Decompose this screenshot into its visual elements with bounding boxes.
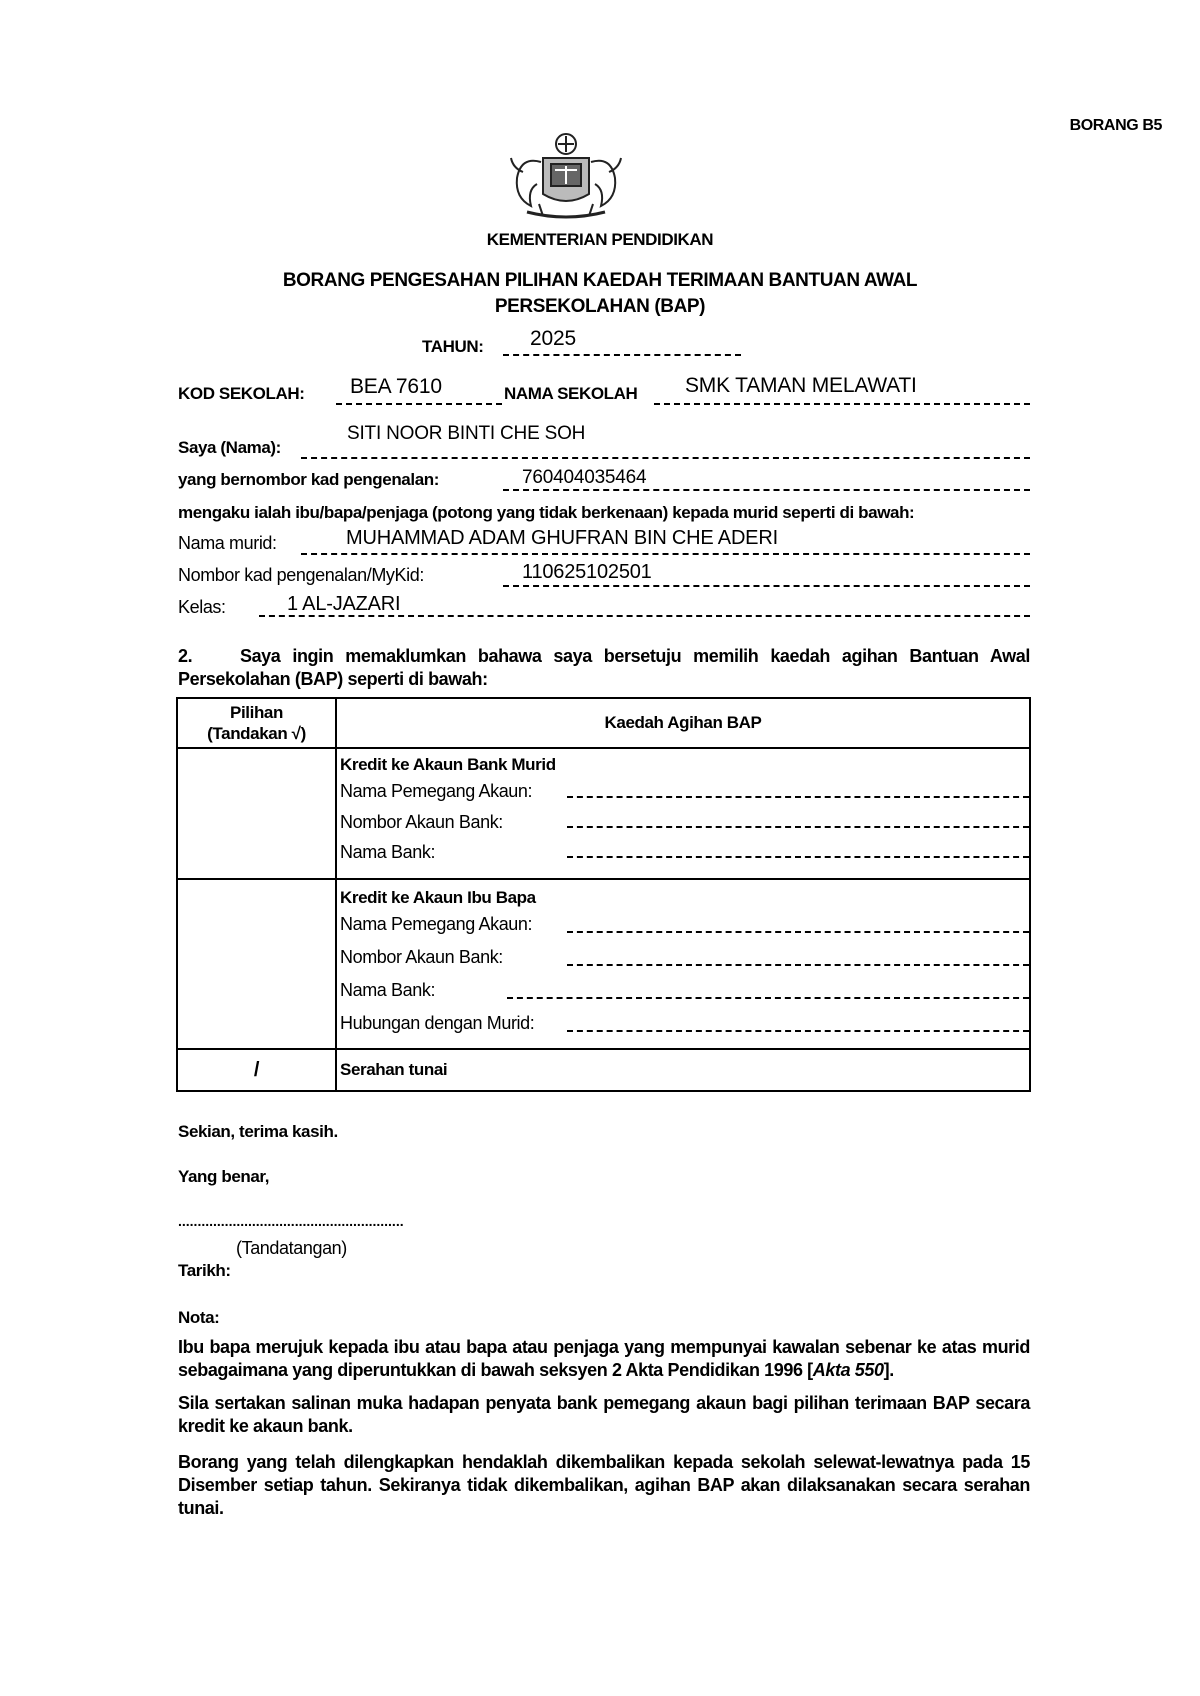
student-class-value[interactable]: 1 AL-JAZARI <box>287 593 401 615</box>
option-parent-bank-title: Kredit ke Akaun Ibu Bapa <box>340 888 536 907</box>
parent-bank-name-field[interactable]: Nama Bank: <box>337 974 1029 1007</box>
regards-text: Yang benar, <box>178 1167 270 1186</box>
declarant-name-underline <box>301 457 1030 459</box>
declarant-name-label: Saya (Nama): <box>178 438 281 457</box>
method-column-header: Kaedah Agihan BAP <box>336 698 1030 748</box>
note-label: Nota: <box>178 1308 220 1327</box>
note-2: Sila sertakan salinan muka hadapan penyata bank pemegang akaun bagi pilihan terimaan BAP secara kredit ke akaun bank. <box>178 1393 1030 1436</box>
declaration-statement: mengaku ialah ibu/bapa/penjaga (potong yang tidak berkenaan) kepada murid seperti di bawah: <box>178 503 915 522</box>
student-name-underline <box>301 553 1030 555</box>
option-cash-details <box>336 1049 1030 1091</box>
year-label: TAHUN: <box>422 337 484 356</box>
choice-column-header: Pilihan (Tandakan √) <box>177 698 336 748</box>
school-code-underline <box>336 403 502 405</box>
option-student-bank-row <box>177 748 1030 879</box>
option-student-bank-checkbox[interactable] <box>177 748 336 879</box>
option-cash-mark: / <box>253 1058 260 1081</box>
school-name-underline <box>654 403 1030 405</box>
option-parent-bank-checkbox[interactable] <box>177 879 336 1049</box>
option-cash-checkbox[interactable] <box>177 1049 336 1091</box>
declarant-ic-value[interactable]: 760404035464 <box>522 467 647 488</box>
student-name-label: Nama murid: <box>178 533 277 553</box>
parent-relationship-field[interactable]: Hubungan dengan Murid: <box>337 1007 1029 1040</box>
form-title-line1: BORANG PENGESAHAN PILIHAN KAEDAH TERIMAAN BANTUAN AWAL <box>282 270 918 291</box>
student-name-value[interactable]: MUHAMMAD ADAM GHUFRAN BIN CHE ADERI <box>346 527 778 549</box>
ministry-name: KEMENTERIAN PENDIDIKAN <box>486 230 714 249</box>
form-code: BORANG B5 <box>1069 117 1162 134</box>
declarant-name-value[interactable]: SITI NOOR BINTI CHE SOH <box>347 423 586 444</box>
student-bank-name-field[interactable]: Nama Bank: <box>337 836 1029 866</box>
declarant-ic-label: yang bernombor kad pengenalan: <box>178 470 439 489</box>
coat-of-arms-emblem <box>503 128 629 224</box>
section-2-statement: 2. Saya ingin memaklumkan bahawa saya bersetuju memilih kaedah agihan Bantuan Awal Persekolahan (BAP) seperti di bawah: <box>178 646 1030 689</box>
student-bank-holder-field[interactable]: Nama Pemegang Akaun: <box>337 775 1029 806</box>
student-ic-value[interactable]: 110625102501 <box>522 561 652 583</box>
option-student-bank-title: Kredit ke Akaun Bank Murid <box>340 755 556 774</box>
bap-method-table <box>176 697 1031 1092</box>
signature-label: (Tandatangan) <box>236 1238 347 1258</box>
signature-line[interactable]: .......................................................... <box>178 1213 404 1229</box>
school-name-value[interactable]: SMK TAMAN MELAWATI <box>685 374 917 397</box>
form-title-line2: PERSEKOLAHAN (BAP) <box>494 296 706 317</box>
option-student-bank-details <box>336 748 1030 879</box>
school-name-label: NAMA SEKOLAH <box>504 384 638 403</box>
note-3: Borang yang telah dilengkapkan hendaklah dikembalikan kepada sekolah selewat-lewatnya pada 15 Disember setiap tahun. Sekiranya tidak dikembalikan, agihan BAP akan dilaksanakan secara serahan tunai. <box>178 1452 1030 1518</box>
date-label: Tarikh: <box>178 1261 231 1280</box>
school-code-value[interactable]: BEA 7610 <box>350 375 442 398</box>
declarant-ic-underline <box>503 489 1030 491</box>
parent-bank-account-field[interactable]: Nombor Akaun Bank: <box>337 941 1029 974</box>
student-class-label: Kelas: <box>178 597 226 617</box>
school-code-label: KOD SEKOLAH: <box>178 384 305 403</box>
option-parent-bank-details <box>336 879 1030 1049</box>
option-cash-row <box>177 1049 1030 1091</box>
year-value[interactable]: 2025 <box>530 327 576 350</box>
option-cash-title: Serahan tunai <box>340 1060 448 1079</box>
option-parent-bank-row <box>177 879 1030 1049</box>
student-ic-underline <box>503 585 1030 587</box>
parent-bank-holder-field[interactable]: Nama Pemegang Akaun: <box>337 908 1029 941</box>
year-underline <box>503 354 741 356</box>
note-1: Ibu bapa merujuk kepada ibu atau bapa atau penjaga yang mempunyai kawalan sebenar ke atas murid sebagaimana yang diperuntukkan di bawah seksyen 2 Akta Pendidikan 1996 [Akta 550]. <box>178 1337 1030 1380</box>
student-bank-account-field[interactable]: Nombor Akaun Bank: <box>337 806 1029 836</box>
closing-text: Sekian, terima kasih. <box>178 1122 338 1141</box>
student-ic-label: Nombor kad pengenalan/MyKid: <box>178 565 424 585</box>
